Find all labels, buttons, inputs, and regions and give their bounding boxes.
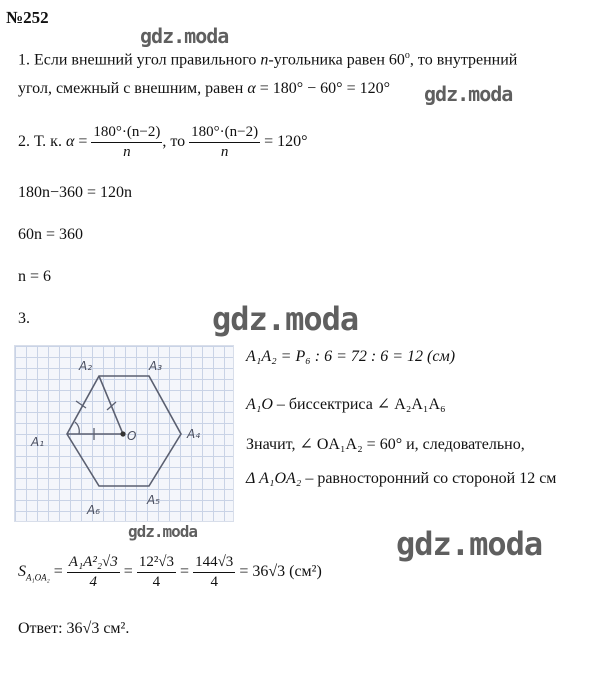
- watermark-middle: gdz.moda: [212, 300, 359, 338]
- step3-line2: A₁O – биссектриса ∠ A₂A₁A₆: [246, 396, 446, 413]
- hexagon-shape: [67, 376, 181, 486]
- label-a1: A₁: [31, 435, 45, 449]
- step3-line1: A₁A₂ = P₆ : 6 = 72 : 6 = 12 (см): [246, 348, 456, 365]
- watermark-small: gdz.moda: [128, 522, 198, 541]
- equation-3: n = 6: [18, 268, 52, 285]
- step3-line4: Δ A₁OA₂ – равносторонний со стороной 12 см: [246, 470, 557, 487]
- equation-2: 60n = 360: [18, 226, 84, 243]
- label-a6: A₆: [87, 503, 101, 517]
- label-a3: A₃: [149, 359, 163, 373]
- hexagon-figure: [14, 345, 234, 522]
- area-fraction-2: $\frac{\text{12²√3}}{4}$: [138, 554, 175, 590]
- step1-line1: 1. Если внешний угол правильного n-угольника равен 60$^o$, то внутренний: [18, 50, 518, 69]
- watermark-right-1: gdz.moda: [424, 82, 513, 106]
- step2-fraction-2: $\frac{180^\circ\cdot(n-2)}{n}$: [191, 124, 259, 160]
- watermark-top: gdz.moda: [140, 24, 229, 48]
- step3-label: 3.: [18, 310, 30, 327]
- label-o: O: [127, 429, 137, 443]
- step3-line3: Значит, ∠ OA₁A₂ = 60° и, следовательно,: [246, 436, 525, 453]
- segment-a2-o: [99, 376, 123, 434]
- problem-number: №252: [6, 8, 49, 27]
- step2-line: 2. Т. к. α = $\frac{180^\circ\cdot(n-2)}{n}$ , то $\frac{180^\circ\cdot(n-2)}{n}$ = 120°: [18, 124, 308, 160]
- equation-1: 180n−360 = 120n: [18, 184, 133, 201]
- step2-fraction-1: $\frac{180^\circ\cdot(n-2)}{n}$: [93, 124, 161, 160]
- tick-mark-2: [107, 402, 116, 410]
- area-formula: $S_{A_1OA_2}$ = $\frac{\text{A₁A²₂√3}}{4}$ = $\frac{\text{12²√3}}{4}$ = $\frac{144√3}{4}$ = 36√3 (см²): [18, 554, 322, 590]
- label-a4: A₄: [187, 427, 201, 441]
- watermark-bottom-right: gdz.moda: [396, 525, 543, 563]
- label-a5: A₅: [147, 493, 161, 507]
- center-point: [120, 431, 125, 436]
- area-fraction-3: $\frac{144√3}{4}$: [195, 554, 234, 590]
- label-a2: A₂: [79, 359, 93, 373]
- area-fraction-1: $\frac{\text{A₁A²₂√3}}{4}$: [68, 554, 118, 590]
- step1-line2: угол, смежный с внешним, равен α = 180° − 60° = 120°: [18, 80, 390, 97]
- hexagon-drawing: [15, 346, 233, 521]
- angle-arc: [75, 422, 79, 434]
- answer-line: Ответ: 36√3 см².: [18, 620, 130, 637]
